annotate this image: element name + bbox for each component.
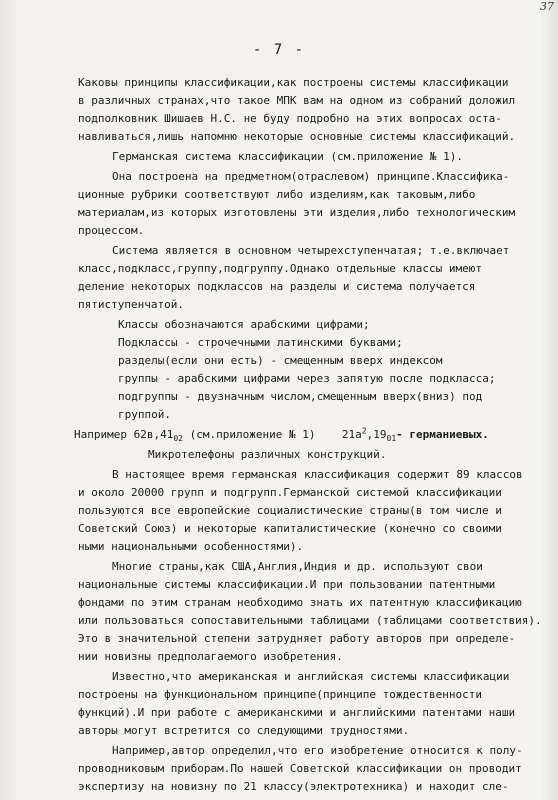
- text-line: ционные рубрики соответствуют либо изделиям,как таковым,либо: [78, 188, 476, 201]
- text-line: Микротелефоны различных конструкций.: [148, 448, 387, 461]
- text-line: и около 20000 групп и подгрупп.Германской системой классификации: [78, 486, 502, 499]
- text-line: в различных странах,что такое МПК вам на одном из собраний доложил: [78, 94, 516, 107]
- text-line: нии новизны предполагаемого изобретения.: [78, 650, 343, 663]
- corner-page-mark: 37: [540, 0, 554, 13]
- text-line: Например,автор определил,что его изобретение относится к полу-: [112, 744, 523, 757]
- text-line: Это в значительной степени затрудняет работу авторов при определе-: [78, 632, 516, 645]
- text-line: или пользоваться сопоставительными таблицами (таблицами соответствия).: [78, 614, 542, 627]
- text-line: экспертизу на новизну по 21 классу(электротехника) и находит сле-: [78, 780, 509, 793]
- text-line: национальные системы классификации.И при пользовании патентными: [78, 578, 496, 591]
- text-line: деление некоторых подклассов на разделы и система получается: [78, 280, 476, 293]
- text-line: подгруппы - двузначным числом,смещенным вверх(вниз) под: [118, 390, 483, 403]
- text-line: Германская система классификации (см.приложение № 1).: [112, 150, 463, 163]
- text-line: класс,подкласс,группу,подгруппу.Однако отдельные классы имеют: [78, 262, 482, 275]
- text-line: группы - арабскими цифрами через запятую после подкласса;: [118, 372, 496, 385]
- text-line: фондами по этим странам необходимо знать их патентную классификацию: [78, 596, 522, 609]
- text-line: Известно,что американская и английская системы классификации: [112, 670, 510, 683]
- text-line: разделы(если они есть) - смещенным вверх индексом: [118, 354, 443, 367]
- text-line: Каковы принципы классификации,как построены системы классификации: [78, 76, 509, 89]
- text-line: Подклассы - строчечными латинскими буквами;: [118, 336, 403, 349]
- text-line: Советский Союз) и некоторые капиталистические (конечно со своими: [78, 522, 502, 535]
- text-line: Она построена на предметном(отраслевом) принципе.Классифика-: [112, 170, 510, 183]
- page-number: - 7 -: [252, 42, 306, 58]
- text-line: Система является в основном четырехступенчатая; т.е.включает: [112, 244, 510, 257]
- text-line: функций).И при работе с американскими и английскими патентами наши: [78, 706, 516, 719]
- text-line: построены на функциональном принципе(принципе тождественности: [78, 688, 482, 701]
- text-line: процессом.: [78, 224, 145, 237]
- text-line: В настоящее время германская классификация содержит 89 классов: [112, 468, 523, 481]
- text-line: пользуются все европейские социалистические страны(в том числе и: [78, 504, 502, 517]
- text-line: навливаться,лишь напомню некоторые основные системы классификаций.: [78, 130, 516, 143]
- example-line: Например $62в,41_{02}$ (см.приложение № 1) $21а^2,19_{01}-$ германиевых.: [74, 426, 489, 444]
- text-line: ными национальными особенностями).: [78, 540, 304, 553]
- text-line: пятиступенчатой.: [78, 298, 184, 311]
- text-line: подполковник Шишаев Н.С. не буду подробно на этих вопросах оста-: [78, 112, 502, 125]
- text-line: проводниковым приборам.По нашей Советской классификации он проводит: [78, 762, 522, 775]
- text-line: Многие страны,как США,Англия,Индия и др. используют свои: [112, 560, 483, 573]
- text-line: группой.: [118, 408, 171, 421]
- text-line: Классы обозначаются арабскими цифрами;: [118, 318, 370, 331]
- text-line: материалам,из которых изготовлены эти изделия,либо технологическим: [78, 206, 516, 219]
- text-line: авторы могут встретится со следующими трудностями.: [78, 724, 410, 737]
